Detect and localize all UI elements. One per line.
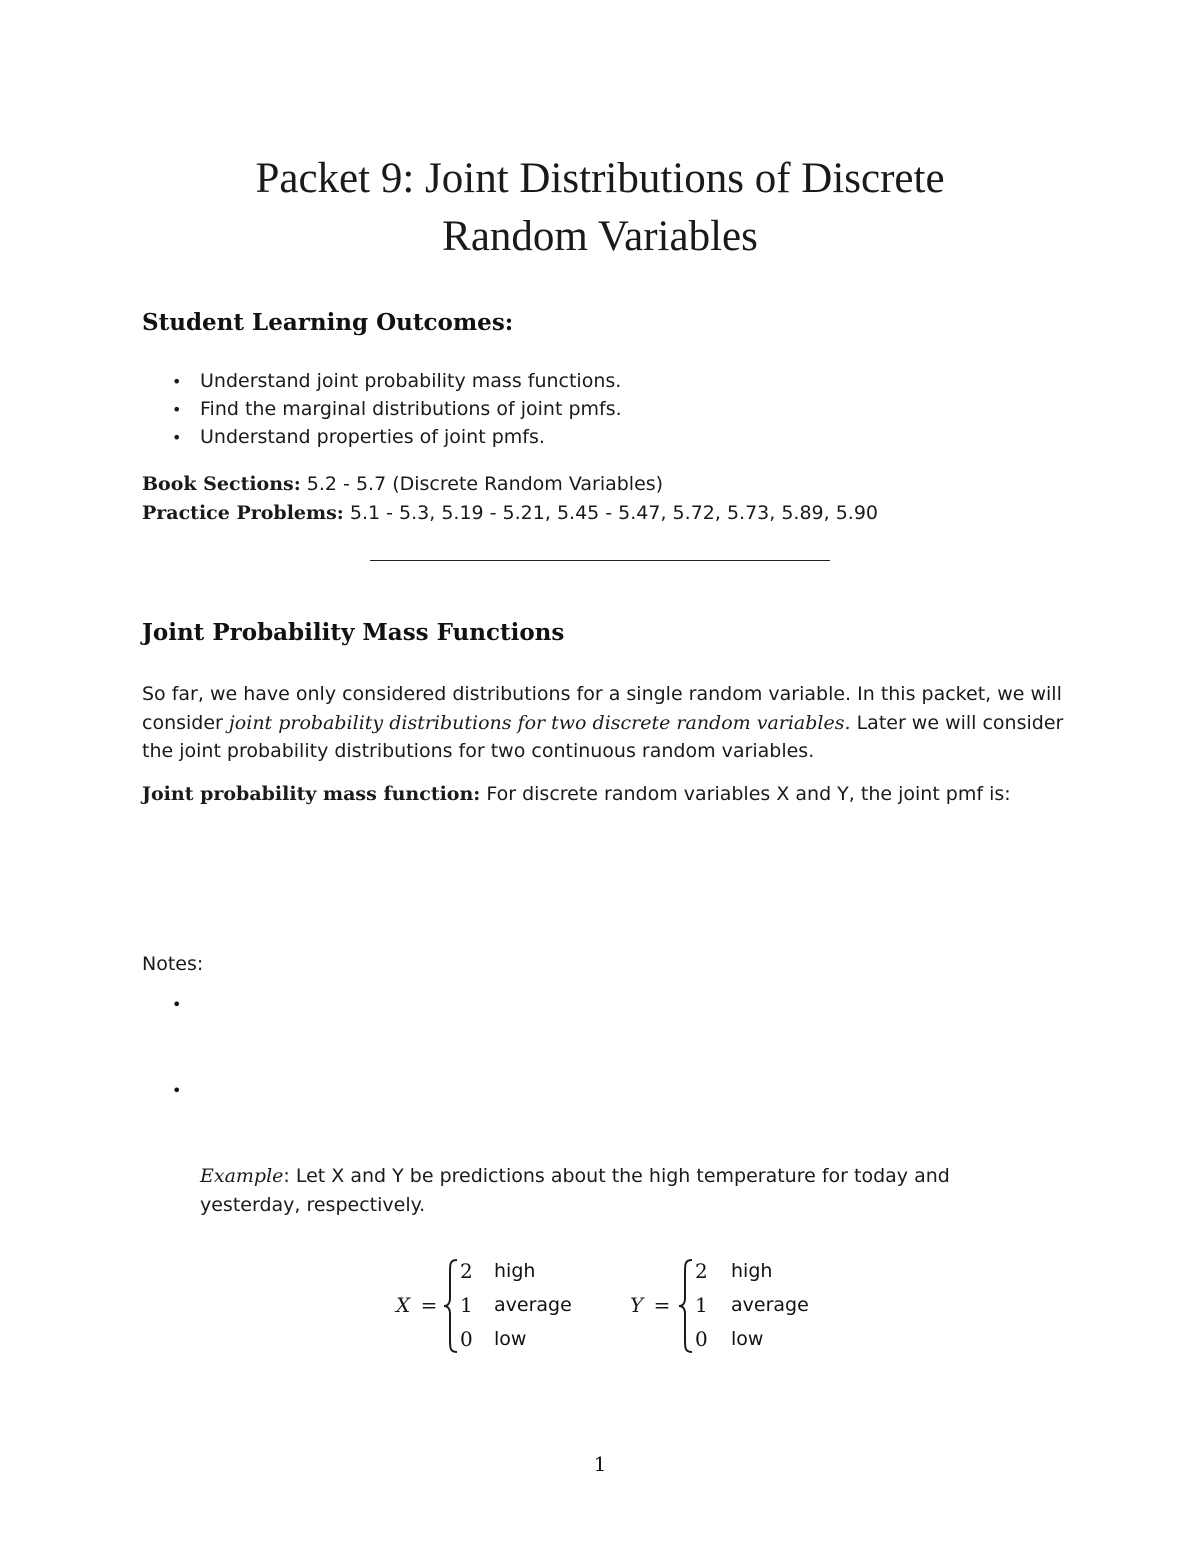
x-case-row: 2 bbox=[460, 1259, 473, 1283]
book-sections-value: 5.2 - 5.7 (Discrete Random Variables) bbox=[300, 473, 664, 495]
x-case-label: high bbox=[494, 1260, 536, 1282]
practice-problems-value: 5.1 - 5.3, 5.19 - 5.21, 5.45 - 5.47, 5.72, 5.73, 5.89, 5.90 bbox=[343, 502, 879, 524]
section-heading: Joint Probability Mass Functions bbox=[142, 619, 565, 646]
example-paragraph bbox=[200, 1162, 1020, 1219]
list-item: • Find the marginal distributions of joint pmfs. bbox=[172, 398, 622, 420]
empty-bullet-icon: • bbox=[172, 1081, 182, 1100]
y-case-row: 0 bbox=[695, 1327, 708, 1351]
x-brace-icon bbox=[443, 1258, 459, 1354]
x-case-row: 1 bbox=[460, 1293, 473, 1317]
definition-label: Joint probability mass function: bbox=[142, 783, 481, 805]
bullet-icon: • bbox=[172, 428, 182, 447]
list-item: • Understand joint probability mass functions. bbox=[172, 370, 622, 392]
empty-bullet-icon: • bbox=[172, 995, 182, 1014]
definition-paragraph bbox=[142, 780, 1072, 809]
y-case-label: average bbox=[731, 1294, 809, 1316]
practice-problems-label: Practice Problems: bbox=[142, 502, 344, 524]
page-number: 1 bbox=[593, 1452, 607, 1476]
intro-paragraph: So far, we have only considered distributions for a single random variable. In this packet, we will consider joint probability distributions for two discrete random variables. Later we will consider the joint probability distributions for two continuous random variables. bbox=[142, 683, 1064, 762]
title-line-1: Packet 9: Joint Distributions of Discrete bbox=[255, 155, 945, 202]
example-label: Example bbox=[200, 1165, 284, 1187]
practice-problems bbox=[142, 499, 1072, 528]
x-case-label: average bbox=[494, 1294, 572, 1316]
y-case-label: low bbox=[731, 1328, 764, 1350]
definition-text: For discrete random variables X and Y, the joint pmf is: bbox=[480, 783, 1011, 805]
divider bbox=[370, 560, 830, 561]
page-title bbox=[0, 150, 1200, 266]
bullet-icon: • bbox=[172, 400, 182, 419]
x-case-row: 0 bbox=[460, 1327, 473, 1351]
x-case-label: low bbox=[494, 1328, 527, 1350]
y-case-row: 1 bbox=[695, 1293, 708, 1317]
book-sections bbox=[142, 470, 1072, 499]
book-sections-label: Book Sections: bbox=[142, 473, 301, 495]
x-equation-lhs: X = bbox=[396, 1293, 438, 1317]
bullet-icon: • bbox=[172, 372, 182, 391]
y-equation-lhs: Y = bbox=[630, 1293, 671, 1317]
list-item: • Understand properties of joint pmfs. bbox=[172, 426, 545, 448]
outcomes-heading: Student Learning Outcomes: bbox=[142, 309, 514, 336]
example-text: : Let X and Y be predictions about the high temperature for today and yesterday, respectively. bbox=[200, 1165, 950, 1216]
y-case-label: high bbox=[731, 1260, 773, 1282]
title-line-2: Random Variables bbox=[442, 213, 758, 260]
y-case-row: 2 bbox=[695, 1259, 708, 1283]
notes-label: Notes: bbox=[142, 953, 204, 975]
emphasis-text: joint probability distributions for two discrete random variables. bbox=[228, 711, 851, 734]
y-brace-icon bbox=[678, 1258, 694, 1354]
